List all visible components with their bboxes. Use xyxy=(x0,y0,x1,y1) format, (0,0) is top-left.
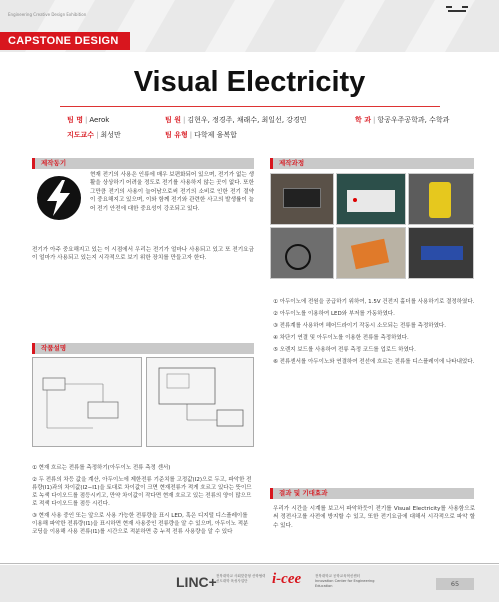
section-result-heading: 결과 및 기대효과 xyxy=(270,488,474,499)
lightning-bolt-icon xyxy=(36,175,82,221)
work-steps xyxy=(32,464,254,540)
process-step: ④ 차단기 연결 및 아두이노를 이용한 전류를 측정하였다. xyxy=(273,335,409,341)
meta-dept-value: 항공우주공학과, 수학과 xyxy=(377,116,450,124)
section-work-heading: 작품설명 xyxy=(32,343,254,354)
circuit-sketch-left xyxy=(32,357,142,447)
motivation-intro: 현재 전기의 사용은 인류에 매우 보편화되어 있으며, 전기가 없는 생활을 상상하기 어려울 정도로 전기를 사용하지 않는 곳이 없다. 또한 그만큼 전기의 사용이 늘어남으로써 전기의 소비로 인한 전기 절약이 중요해지고 있으며, 이와 함께 전기와 관련한 사고의 발생률이 늘어 전기 안전에 대한 중요성이 강조되고 있다. xyxy=(90,172,254,212)
meta-type-value: 다학제 융복합 xyxy=(194,131,237,139)
breadboard-led-photo xyxy=(336,173,406,225)
ammeter-photo xyxy=(408,173,474,225)
meta-advisor-value: 최성만 xyxy=(100,131,121,139)
battery-holder-photo xyxy=(270,173,334,225)
meta-dept: 학 과 | 항공우주공학과, 수학과 xyxy=(355,116,450,124)
icee-logo: i-cee xyxy=(272,571,302,587)
process-step: ② 아두이노를 이용하여 LED와 부저를 가동하였다. xyxy=(273,311,395,317)
process-step: ⑤ 오렌지 보드를 사용하여 전류 측정 코드를 업로드 하였다. xyxy=(273,347,416,353)
meta-team-value: Aerok xyxy=(89,116,110,124)
meta-members: 팀 원 | 김현우, 정경주, 채래수, 최일선, 강경민 xyxy=(165,116,307,124)
work-step: ① 현재 흐르는 전류를 측정하기(아두이노 전류 측정 센서) xyxy=(32,465,171,471)
meta-members-value: 김현우, 정경주, 채래수, 최일선, 강경민 xyxy=(187,116,307,124)
linc-logo: LINC+ xyxy=(176,574,217,590)
capstone-banner: CAPSTONE DESIGN xyxy=(0,32,130,50)
process-step: ⑥ 전류센서를 아두이노와 연결하여 전선에 흐르는 전류를 디스플레이에 나타내었다. xyxy=(273,359,475,365)
section-motivation-heading: 제작동기 xyxy=(32,158,254,169)
linc-caption: 전북대학교 사회맞춤형 산학협력 선도대학 육성사업단 xyxy=(216,574,266,583)
icee-caption: 전북대학교 공학교육혁신센터 Innovation Center for Engineering Education xyxy=(315,574,375,588)
meta-team: 팀 명 | Aerok xyxy=(67,116,110,124)
result-body: 우리가 시간을 시계를 보고서 파악하듯이 전기를 Visual Electricity를 사용함으로써 정전사고를 사전에 방지할 수 있고, 또한 전기요금에 대해서 시각적으로 파악 할 수 있다. xyxy=(273,506,475,529)
circuit-sketch-right xyxy=(146,357,254,447)
motivation-body: 전기가 아주 중요해지고 있는 이 시점에서 우리는 전기가 얼마나 사용되고 있고 또 전기요금이 얼마가 사용되고 있는지 시각적으로 보기 위한 장치를 만들고자 한다. xyxy=(32,247,254,262)
header-eyebrow: Engineering Creative Design Exhibition xyxy=(8,12,87,17)
meta-advisor-label: 지도교수 xyxy=(67,131,95,139)
section-process-heading: 제작과정 xyxy=(270,158,474,169)
display-photo xyxy=(408,227,474,279)
meta-members-label: 팀 원 xyxy=(165,116,181,124)
header-stripe xyxy=(315,0,385,52)
meta-dept-label: 학 과 xyxy=(355,116,371,124)
cables-photo xyxy=(270,227,334,279)
process-steps xyxy=(273,298,475,370)
work-step: ③ 현재 사용 중인 또는 앞으로 사용 가능한 전류량을 표시 LED, 혹은 디지털 디스플레이를 이용해 파악한 전류량(I1)을 표시하면 현재 사용중인 전류량을 알 수 있으며, 아두이노 적분 코딩을 이용해 사용 전류(I1)를 시간으로 적분하면 총 누적 전류 사용량을 알 수 있다 xyxy=(32,513,249,535)
page-title: Visual Electricity xyxy=(133,66,366,98)
title-divider xyxy=(60,106,440,107)
header-stripe xyxy=(205,0,275,52)
meta-advisor: 지도교수 | 최성만 xyxy=(67,131,121,139)
meta-team-label: 팀 명 xyxy=(67,116,83,124)
drone-icon xyxy=(448,10,466,16)
orange-board-photo xyxy=(336,227,406,279)
meta-type: 팀 유형 | 다학제 융복합 xyxy=(165,131,237,139)
process-step: ① 아두이노에 전원을 공급하기 위하여, 1.5V 건전지 홀더를 사용하기로 결정하였다. xyxy=(273,299,475,305)
work-step: ② 두 전류의 차등 값을 계산, 아두이노에 제한전류 기준치를 고정값(I2)으로 두고, 파악한 전류량(I1)과의 차이값(I2−I1)을 토대로 차이값이 크면 현재전류가 적게 흐르고 있다는 뜻이므로 녹색 다이오드를 점등시키고, 만약 차이값이 작다면 현재 흐르고 있는 전류의 양이 많으므로 적색 다이오드를 점등 시킨다. xyxy=(32,477,252,507)
footer-divider xyxy=(0,563,499,564)
meta-type-label: 팀 유형 xyxy=(165,131,188,139)
process-step: ③ 전류계를 사용하여 헤어드라이기 작동시 소모되는 전류를 측정하였다. xyxy=(273,323,446,329)
page-number: 65 xyxy=(436,578,474,590)
